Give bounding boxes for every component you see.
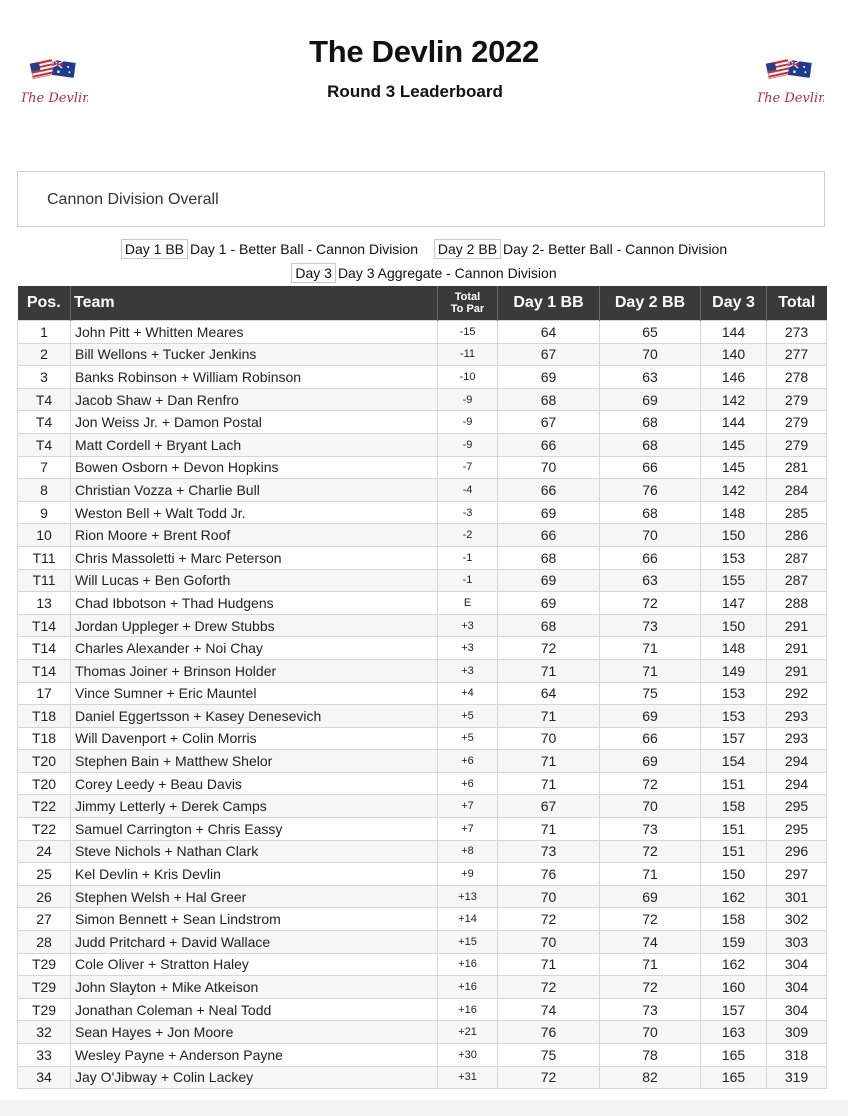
pos-cell: T14 [18,614,71,637]
to-par-cell: -4 [438,479,498,502]
day3-cell: 162 [701,953,767,976]
pos-cell: 1 [18,321,71,344]
table-row [18,343,827,366]
total-cell: 304 [767,953,827,976]
day2-cell: 69 [600,885,701,908]
team-cell: John Pitt + Whitten Meares [71,321,438,344]
total-cell: 303 [767,931,827,954]
total-cell: 302 [767,908,827,931]
total-cell: 285 [767,501,827,524]
total-cell: 286 [767,524,827,547]
day1-cell: 70 [498,727,600,750]
day1-cell: 67 [498,411,600,434]
table-row [18,931,827,954]
to-par-cell: +21 [438,1021,498,1044]
pos-cell: 7 [18,456,71,479]
col-header-total[interactable]: Total [767,286,827,321]
to-par-cell: -9 [438,388,498,411]
table-row [18,501,827,524]
team-cell: Bowen Osborn + Devon Hopkins [71,456,438,479]
legend-tag[interactable]: Day 2 BB [434,239,501,259]
day1-cell: 71 [498,705,600,728]
col-header-day1[interactable]: Day 1 BB [498,286,600,321]
day3-cell: 149 [701,659,767,682]
table-row [18,795,827,818]
team-cell: Rion Moore + Brent Roof [71,524,438,547]
to-par-cell: +3 [438,637,498,660]
page-subtitle: Round 3 Leaderboard [327,82,503,101]
pos-cell: T18 [18,727,71,750]
day3-cell: 155 [701,569,767,592]
table-row [18,524,827,547]
pos-cell: T29 [18,953,71,976]
total-cell: 319 [767,1066,827,1089]
legend-row [0,239,848,259]
table-row [18,1021,827,1044]
day1-cell: 66 [498,524,600,547]
team-cell: Jon Weiss Jr. + Damon Postal [71,411,438,434]
team-cell: John Slayton + Mike Atkeison [71,976,438,999]
total-cell: 281 [767,456,827,479]
to-par-cell: -10 [438,366,498,389]
day3-cell: 165 [701,1044,767,1067]
day1-cell: 72 [498,976,600,999]
team-cell: Cole Oliver + Stratton Haley [71,953,438,976]
day2-cell: 65 [600,321,701,344]
to-par-cell: +5 [438,705,498,728]
table-row [18,750,827,773]
table-row [18,998,827,1021]
to-par-cell: +14 [438,908,498,931]
day2-cell: 70 [600,1021,701,1044]
pos-cell: 34 [18,1066,71,1089]
total-cell: 279 [767,411,827,434]
total-cell: 287 [767,546,827,569]
day3-cell: 159 [701,931,767,954]
day2-cell: 74 [600,931,701,954]
pos-cell: T14 [18,659,71,682]
logo-text-left: The Devlin [22,91,88,106]
day3-cell: 160 [701,976,767,999]
to-par-cell: +4 [438,682,498,705]
total-cell: 304 [767,998,827,1021]
total-cell: 288 [767,592,827,615]
total-cell: 292 [767,682,827,705]
day1-cell: 72 [498,637,600,660]
legend-desc: Day 2- Better Ball - Cannon Division [503,241,728,257]
table-row [18,592,827,615]
team-cell: Charles Alexander + Noi Chay [71,637,438,660]
day1-cell: 69 [498,501,600,524]
day2-cell: 82 [600,1066,701,1089]
to-par-cell: +30 [438,1044,498,1067]
pos-cell: 8 [18,479,71,502]
team-cell: Chad Ibbotson + Thad Hudgens [71,592,438,615]
col-header-team[interactable]: Team [71,286,438,321]
day1-cell: 64 [498,321,600,344]
day2-cell: 72 [600,772,701,795]
table-row [18,705,827,728]
col-header-day2[interactable]: Day 2 BB [600,286,701,321]
day1-cell: 75 [498,1044,600,1067]
day1-cell: 68 [498,546,600,569]
to-par-cell: +3 [438,659,498,682]
day3-cell: 148 [701,501,767,524]
to-par-cell: -9 [438,411,498,434]
day2-cell: 68 [600,501,701,524]
to-par-cell: -9 [438,433,498,456]
to-par-cell: E [438,592,498,615]
table-row [18,659,827,682]
day3-cell: 148 [701,637,767,660]
total-cell: 296 [767,840,827,863]
day3-cell: 153 [701,682,767,705]
pos-cell: 9 [18,501,71,524]
day3-cell: 158 [701,795,767,818]
day3-cell: 157 [701,727,767,750]
total-cell: 309 [767,1021,827,1044]
total-cell: 301 [767,885,827,908]
to-par-cell: -1 [438,569,498,592]
pos-cell: T22 [18,818,71,841]
pos-cell: T4 [18,388,71,411]
day3-cell: 150 [701,524,767,547]
day1-cell: 71 [498,818,600,841]
total-cell: 304 [767,976,827,999]
day1-cell: 72 [498,1066,600,1089]
day1-cell: 66 [498,433,600,456]
day3-cell: 151 [701,772,767,795]
logo-text-right: The Devlin [758,91,824,106]
pos-cell: 3 [18,366,71,389]
day1-cell: 71 [498,750,600,773]
pos-cell: T20 [18,750,71,773]
day1-cell: 76 [498,863,600,886]
pos-cell: T4 [18,433,71,456]
day1-cell: 70 [498,456,600,479]
leaderboard-table [17,286,827,1089]
day3-cell: 146 [701,366,767,389]
pos-cell: 27 [18,908,71,931]
legend-row [0,263,848,283]
day2-cell: 70 [600,343,701,366]
team-cell: Jacob Shaw + Dan Renfro [71,388,438,411]
day2-cell: 69 [600,705,701,728]
total-cell: 294 [767,750,827,773]
day3-cell: 163 [701,1021,767,1044]
table-row [18,818,827,841]
to-par-cell: +16 [438,998,498,1021]
day3-cell: 142 [701,479,767,502]
team-cell: Simon Bennett + Sean Lindstrom [71,908,438,931]
day2-cell: 70 [600,524,701,547]
total-cell: 291 [767,614,827,637]
team-cell: Stephen Welsh + Hal Greer [71,885,438,908]
day2-cell: 72 [600,592,701,615]
day3-cell: 165 [701,1066,767,1089]
day2-cell: 66 [600,546,701,569]
total-cell: 279 [767,388,827,411]
team-cell: Jimmy Letterly + Derek Camps [71,795,438,818]
day1-cell: 67 [498,795,600,818]
day2-cell: 71 [600,863,701,886]
to-par-cell: -11 [438,343,498,366]
day3-cell: 153 [701,546,767,569]
pos-cell: 32 [18,1021,71,1044]
table-row [18,1066,827,1089]
to-par-cell: +15 [438,931,498,954]
team-cell: Kel Devlin + Kris Devlin [71,863,438,886]
day1-cell: 73 [498,840,600,863]
day1-cell: 68 [498,614,600,637]
legend-tag[interactable]: Day 1 BB [121,239,188,259]
table-row [18,637,827,660]
day3-cell: 151 [701,818,767,841]
day1-cell: 68 [498,388,600,411]
total-cell: 273 [767,321,827,344]
legend-desc: Day 1 - Better Ball - Cannon Division [190,241,418,257]
day2-cell: 73 [600,818,701,841]
day1-cell: 67 [498,343,600,366]
team-cell: Steve Nichols + Nathan Clark [71,840,438,863]
to-par-cell: +13 [438,885,498,908]
total-cell: 318 [767,1044,827,1067]
team-cell: Banks Robinson + William Robinson [71,366,438,389]
team-cell: Will Davenport + Colin Morris [71,727,438,750]
legend-desc: Day 3 Aggregate - Cannon Division [337,265,557,281]
pos-cell: 25 [18,863,71,886]
day2-cell: 66 [600,456,701,479]
to-par-cell: +16 [438,976,498,999]
table-row [18,411,827,434]
day1-cell: 71 [498,772,600,795]
bottom-bar [0,1100,848,1116]
pos-cell: 26 [18,885,71,908]
day2-cell: 63 [600,366,701,389]
to-par-cell: +3 [438,614,498,637]
team-cell: Daniel Eggertsson + Kasey Denesevich [71,705,438,728]
table-row [18,682,827,705]
day3-cell: 162 [701,885,767,908]
team-cell: Matt Cordell + Bryant Lach [71,433,438,456]
table-row [18,772,827,795]
legend-tag[interactable]: Day 3 [291,263,336,283]
table-row [18,321,827,344]
day1-cell: 71 [498,953,600,976]
table-header-row [18,286,827,321]
pos-cell: 24 [18,840,71,863]
team-cell: Samuel Carrington + Chris Eassy [71,818,438,841]
pos-cell: 28 [18,931,71,954]
division-panel [17,171,825,227]
to-par-cell: +7 [438,795,498,818]
table-row [18,366,827,389]
to-par-cell: +9 [438,863,498,886]
pos-cell: 13 [18,592,71,615]
total-cell: 284 [767,479,827,502]
total-cell: 291 [767,659,827,682]
page-title: The Devlin 2022 [309,34,539,69]
day1-cell: 70 [498,885,600,908]
day3-cell: 154 [701,750,767,773]
day1-cell: 72 [498,908,600,931]
day2-cell: 70 [600,795,701,818]
total-cell: 295 [767,818,827,841]
to-par-cell: +8 [438,840,498,863]
team-cell: Wesley Payne + Anderson Payne [71,1044,438,1067]
team-cell: Thomas Joiner + Brinson Holder [71,659,438,682]
table-row [18,953,827,976]
table-row [18,546,827,569]
pos-cell: 2 [18,343,71,366]
total-cell: 297 [767,863,827,886]
total-cell: 294 [767,772,827,795]
to-par-cell: +31 [438,1066,498,1089]
team-cell: Jonathan Coleman + Neal Todd [71,998,438,1021]
day2-cell: 71 [600,953,701,976]
day2-cell: 66 [600,727,701,750]
team-cell: Vince Sumner + Eric Mauntel [71,682,438,705]
team-cell: Weston Bell + Walt Todd Jr. [71,501,438,524]
day2-cell: 68 [600,411,701,434]
day1-cell: 76 [498,1021,600,1044]
day3-cell: 142 [701,388,767,411]
total-cell: 287 [767,569,827,592]
day1-cell: 69 [498,592,600,615]
to-par-cell: +6 [438,750,498,773]
col-header-to-par-line2: To Par [450,303,485,315]
pos-cell: T22 [18,795,71,818]
to-par-cell: +7 [438,818,498,841]
pos-cell: T20 [18,772,71,795]
day2-cell: 72 [600,908,701,931]
to-par-cell: -7 [438,456,498,479]
day3-cell: 150 [701,614,767,637]
division-title: Cannon Division Overall [47,191,219,208]
day1-cell: 70 [498,931,600,954]
day3-cell: 145 [701,433,767,456]
day2-cell: 72 [600,976,701,999]
to-par-cell: +16 [438,953,498,976]
day1-cell: 69 [498,569,600,592]
table-row [18,614,827,637]
pos-cell: T4 [18,411,71,434]
day2-cell: 63 [600,569,701,592]
day3-cell: 144 [701,321,767,344]
day1-cell: 71 [498,659,600,682]
day3-cell: 153 [701,705,767,728]
total-cell: 293 [767,705,827,728]
table-row [18,840,827,863]
team-cell: Jay O'Jibway + Colin Lackey [71,1066,438,1089]
day3-cell: 147 [701,592,767,615]
team-cell: Jordan Uppleger + Drew Stubbs [71,614,438,637]
day2-cell: 76 [600,479,701,502]
team-cell: Bill Wellons + Tucker Jenkins [71,343,438,366]
table-row [18,976,827,999]
day2-cell: 71 [600,637,701,660]
table-row [18,908,827,931]
day3-cell: 157 [701,998,767,1021]
team-cell: Corey Leedy + Beau Davis [71,772,438,795]
table-row [18,433,827,456]
day3-cell: 144 [701,411,767,434]
team-cell: Judd Pritchard + David Wallace [71,931,438,954]
col-header-to-par-line1: Total [454,291,481,303]
day2-cell: 69 [600,388,701,411]
table-row [18,388,827,411]
pos-cell: T11 [18,569,71,592]
pos-cell: 33 [18,1044,71,1067]
day3-cell: 145 [701,456,767,479]
day1-cell: 69 [498,366,600,389]
day2-cell: 78 [600,1044,701,1067]
to-par-cell: +6 [438,772,498,795]
total-cell: 293 [767,727,827,750]
table-row [18,569,827,592]
day1-cell: 66 [498,479,600,502]
day2-cell: 69 [600,750,701,773]
pos-cell: T29 [18,998,71,1021]
to-par-cell: -2 [438,524,498,547]
team-cell: Christian Vozza + Charlie Bull [71,479,438,502]
day3-cell: 158 [701,908,767,931]
pos-cell: 10 [18,524,71,547]
total-cell: 277 [767,343,827,366]
table-row [18,456,827,479]
team-cell: Sean Hayes + Jon Moore [71,1021,438,1044]
col-header-to-par[interactable] [438,286,498,321]
col-header-pos[interactable]: Pos. [18,286,71,321]
to-par-cell: -15 [438,321,498,344]
pos-cell: T11 [18,546,71,569]
total-cell: 278 [767,366,827,389]
day2-cell: 73 [600,614,701,637]
day2-cell: 75 [600,682,701,705]
day2-cell: 68 [600,433,701,456]
pos-cell: T29 [18,976,71,999]
pos-cell: 17 [18,682,71,705]
team-cell: Stephen Bain + Matthew Shelor [71,750,438,773]
day1-cell: 74 [498,998,600,1021]
day2-cell: 73 [600,998,701,1021]
day3-cell: 151 [701,840,767,863]
pos-cell: T14 [18,637,71,660]
pos-cell: T18 [18,705,71,728]
total-cell: 279 [767,433,827,456]
day3-cell: 140 [701,343,767,366]
table-row [18,727,827,750]
team-cell: Will Lucas + Ben Goforth [71,569,438,592]
to-par-cell: -1 [438,546,498,569]
table-row [18,863,827,886]
total-cell: 295 [767,795,827,818]
team-cell: Chris Massoletti + Marc Peterson [71,546,438,569]
day2-cell: 72 [600,840,701,863]
table-row [18,1044,827,1067]
col-header-day3[interactable]: Day 3 [701,286,767,321]
table-row [18,885,827,908]
table-row [18,479,827,502]
to-par-cell: -3 [438,501,498,524]
day2-cell: 71 [600,659,701,682]
day3-cell: 150 [701,863,767,886]
day1-cell: 64 [498,682,600,705]
to-par-cell: +5 [438,727,498,750]
total-cell: 291 [767,637,827,660]
